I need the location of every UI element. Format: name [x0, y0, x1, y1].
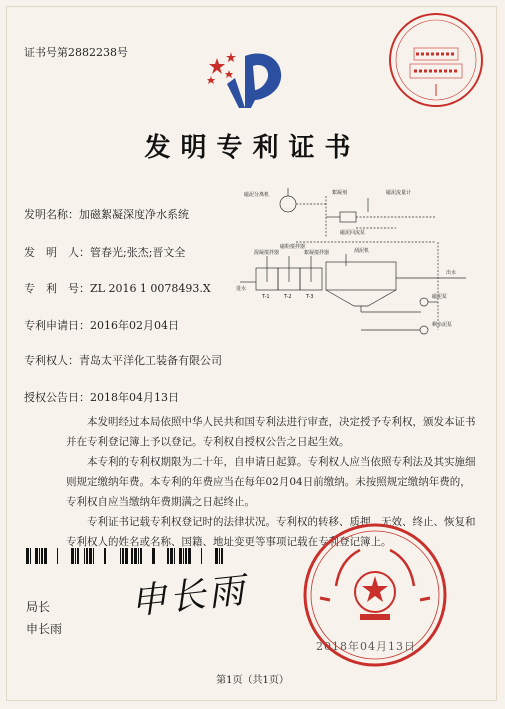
- patent-number-row: [24, 280, 211, 296]
- barcode-bar: [174, 548, 175, 564]
- barcode-bar: [134, 548, 137, 564]
- filing-date-value: 2016年02月04日: [90, 319, 179, 332]
- barcode-bar: [185, 548, 187, 564]
- body-paragraph: 本专利的专利权期限为二十年，自申请日起算。专利权人应当依照专利法及其实施细则规定缴纳年费。本专利的年费应当在每年02月04日前缴纳。未按照规定缴纳年费的，专利权自应当缴纳年费期满之日起终止。: [66, 456, 476, 508]
- barcode-bar: [122, 548, 124, 564]
- diagram-label-outlet: 出水: [446, 270, 457, 276]
- diagram-label-scraper: 刮泥机: [354, 248, 370, 254]
- barcode-bar: [215, 548, 218, 564]
- diagram-label-tank1: T-1: [262, 294, 270, 300]
- diagram-label-dosing: 絮凝剂: [332, 190, 348, 196]
- patentee-label: 专利权人：: [24, 354, 79, 367]
- filing-date-label: 专利申请日：: [24, 319, 90, 332]
- page-title: 发明专利证书: [144, 133, 361, 163]
- barcode-bar: [120, 548, 121, 564]
- barcode-bar: [75, 548, 76, 564]
- barcode-bar: [77, 548, 79, 564]
- top-right-seal: [386, 10, 486, 110]
- grant-date-row: [24, 389, 179, 405]
- body-paragraph: 专利证书记载专利权登记时的法律状况。专利权的转移、质押、无效、终止、恢复和专利权人的姓名或名称、国籍、地址变更等事项记载在专利登记簿上。: [66, 516, 476, 548]
- diagram-label-sludge-meter: 磁泥流量计: [386, 190, 412, 196]
- barcode-bar: [152, 548, 155, 564]
- grant-date-label: 授权公告日：: [24, 391, 90, 404]
- filing-date-row: [24, 317, 179, 333]
- barcode-bar: [188, 548, 191, 564]
- inventors-label: 发 明 人：: [24, 246, 90, 259]
- diagram-label-tank3: T-3: [306, 294, 314, 300]
- diagram-label-mixer2: 磁粉搅拌器: [280, 244, 306, 250]
- diagram-label-inlet: 进水: [236, 286, 247, 292]
- inventors-row: [24, 244, 185, 260]
- stamp-date: 2018年04月13日: [316, 640, 416, 653]
- barcode: [26, 548, 226, 564]
- page-footer: 第1页（共1页）: [216, 675, 289, 686]
- barcode-bar: [44, 548, 47, 564]
- cnipa-logo: [205, 48, 305, 110]
- barcode-bar: [26, 548, 29, 564]
- barcode-bar: [219, 548, 220, 564]
- invention-name-row: [24, 206, 189, 222]
- body-paragraph: 本发明经过本局依照中华人民共和国专利法进行审查，决定授予专利权，颁发本证书并在专利登记簿上予以登记。专利权自授权公告之日起生效。: [66, 416, 476, 448]
- barcode-bar: [167, 548, 169, 564]
- handwritten-signature: 申长雨: [128, 569, 250, 623]
- barcode-bar: [89, 548, 92, 564]
- patentee-value: 青岛太平洋化工装备有限公司: [79, 354, 222, 367]
- barcode-bar: [221, 548, 223, 564]
- process-diagram: [236, 182, 482, 358]
- director-name: 申长雨: [26, 622, 63, 636]
- barcode-bar: [183, 548, 184, 564]
- director-title: 局长: [26, 600, 51, 614]
- barcode-bar: [39, 548, 40, 564]
- barcode-bar: [201, 548, 202, 564]
- diagram-label-return-pump: 磁泥回流泵: [340, 230, 366, 236]
- barcode-bar: [35, 548, 38, 564]
- inventors-value: 管春光;张杰;晋文全: [90, 246, 186, 259]
- barcode-bar: [170, 548, 173, 564]
- patent-number-label: 专 利 号：: [24, 282, 90, 295]
- barcode-bar: [131, 548, 133, 564]
- barcode-bar: [41, 548, 43, 564]
- certificate-number: 证书号第2882238号: [24, 46, 128, 59]
- barcode-bar: [30, 548, 31, 564]
- diagram-label-pump2: 剩余泥泵: [432, 322, 453, 328]
- diagram-label-separator: 磁泥分离机: [244, 192, 270, 198]
- grant-date-value: 2018年04月13日: [90, 391, 179, 404]
- patentee-row: [24, 352, 222, 368]
- diagram-label-mixer1: 混凝搅拌器: [254, 250, 280, 256]
- barcode-bar: [138, 548, 139, 564]
- barcode-bar: [86, 548, 88, 564]
- barcode-bar: [71, 548, 74, 564]
- diagram-label-mixer3: 絮凝搅拌器: [304, 250, 330, 256]
- barcode-bar: [57, 548, 58, 564]
- barcode-bar: [93, 548, 94, 564]
- diagram-label-tank2: T-2: [284, 294, 292, 300]
- invention-name-value: 加磁絮凝深度净水系统: [79, 208, 189, 221]
- barcode-bar: [84, 548, 85, 564]
- barcode-bar: [179, 548, 182, 564]
- barcode-bar: [125, 548, 128, 564]
- barcode-bar: [104, 548, 106, 564]
- barcode-bar: [140, 548, 142, 564]
- patent-number-value: ZL 2016 1 0078493.X: [90, 282, 211, 295]
- diagram-label-pump1: 磁泥泵: [432, 294, 448, 300]
- invention-name-label: 发明名称：: [24, 208, 79, 221]
